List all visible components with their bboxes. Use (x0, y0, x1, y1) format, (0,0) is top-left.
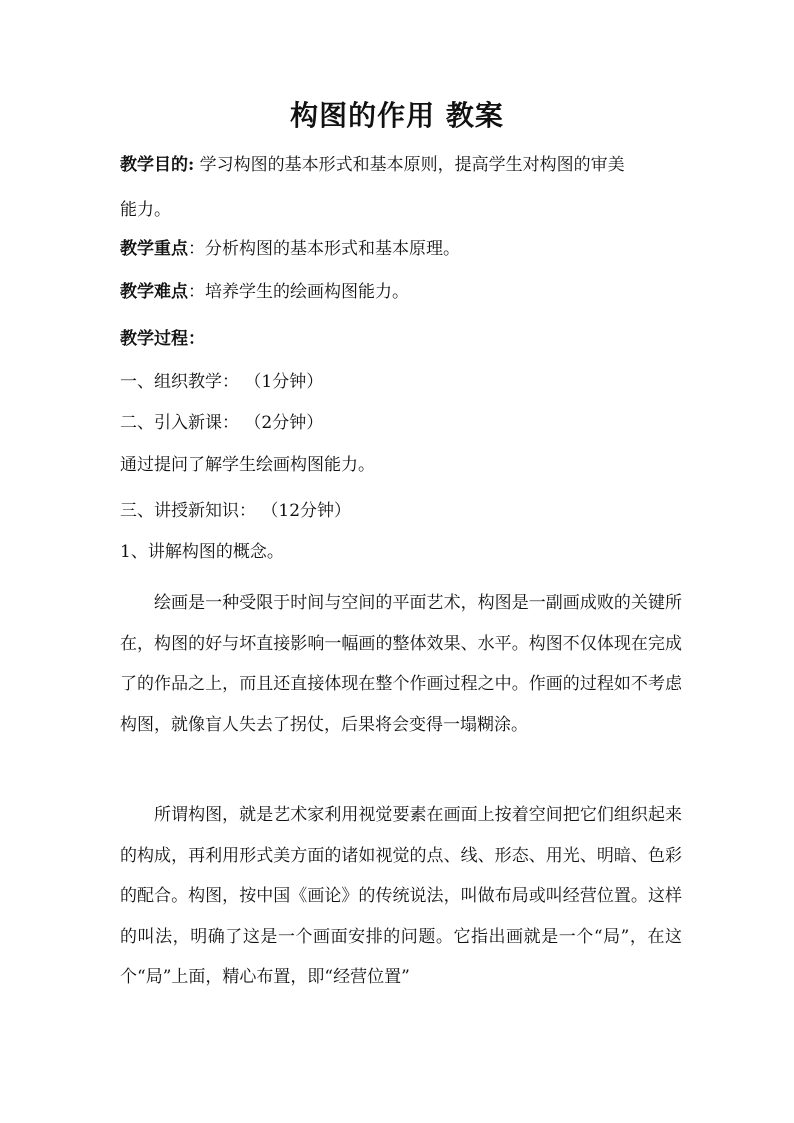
objective-text: 学习构图的基本形式和基本原则，提高学生对构图的审美 (194, 155, 625, 175)
key-point-line (120, 237, 682, 261)
key-point-text: ：分析构图的基本形式和基本原理。 (188, 239, 460, 259)
step-introduce: 二、引入新课： （2分钟） (120, 413, 324, 433)
body-paragraph-1: 绘画是一种受限于时间与空间的平面艺术，构图是一副画成败的关键所在，构图的好与坏直接影响一幅画的整体效果、水平。构图不仅体现在完成了的作品之上，而且还直接体现在整个作画过程之中。作画的过程如不考虑构图，就像盲人失去了拐仗，后果将会变得一塌糊涂。 (120, 593, 682, 735)
objective-label: 教学目的: (120, 155, 195, 175)
step-organize: 一、组织教学： （1分钟） (120, 372, 324, 392)
step-new-knowledge-item: 1、讲解构图的概念。 (120, 542, 284, 562)
step-new-knowledge: 三、讲授新知识： （12分钟） (120, 501, 352, 521)
key-point-label: 教学重点 (120, 239, 188, 259)
difficulty-label: 教学难点 (120, 282, 188, 302)
difficulty-text: ：培养学生的绘画构图能力。 (188, 282, 409, 302)
page-title: 构图的作用 教案 (290, 99, 504, 132)
process-heading: 教学过程： (120, 329, 205, 349)
difficulty-line (120, 280, 682, 304)
step-introduce-detail: 通过提问了解学生绘画构图能力。 (120, 455, 375, 475)
objective-line-continued: 能力。 (120, 200, 171, 220)
body-paragraph-2: 所谓构图，就是艺术家利用视觉要素在画面上按着空间把它们组织起来的构成，再利用形式美方面的诸如视觉的点、线、形态、用光、明暗、色彩的配合。构图，按中国《画论》的传统说法，叫做布局或叫经营位置。这样的叫法，明确了这是一个画面安排的问题。它指出画就是一个“局”，在这个“局”上面，精心布置，即“经营位置” (120, 805, 682, 987)
objective-line (120, 153, 682, 177)
